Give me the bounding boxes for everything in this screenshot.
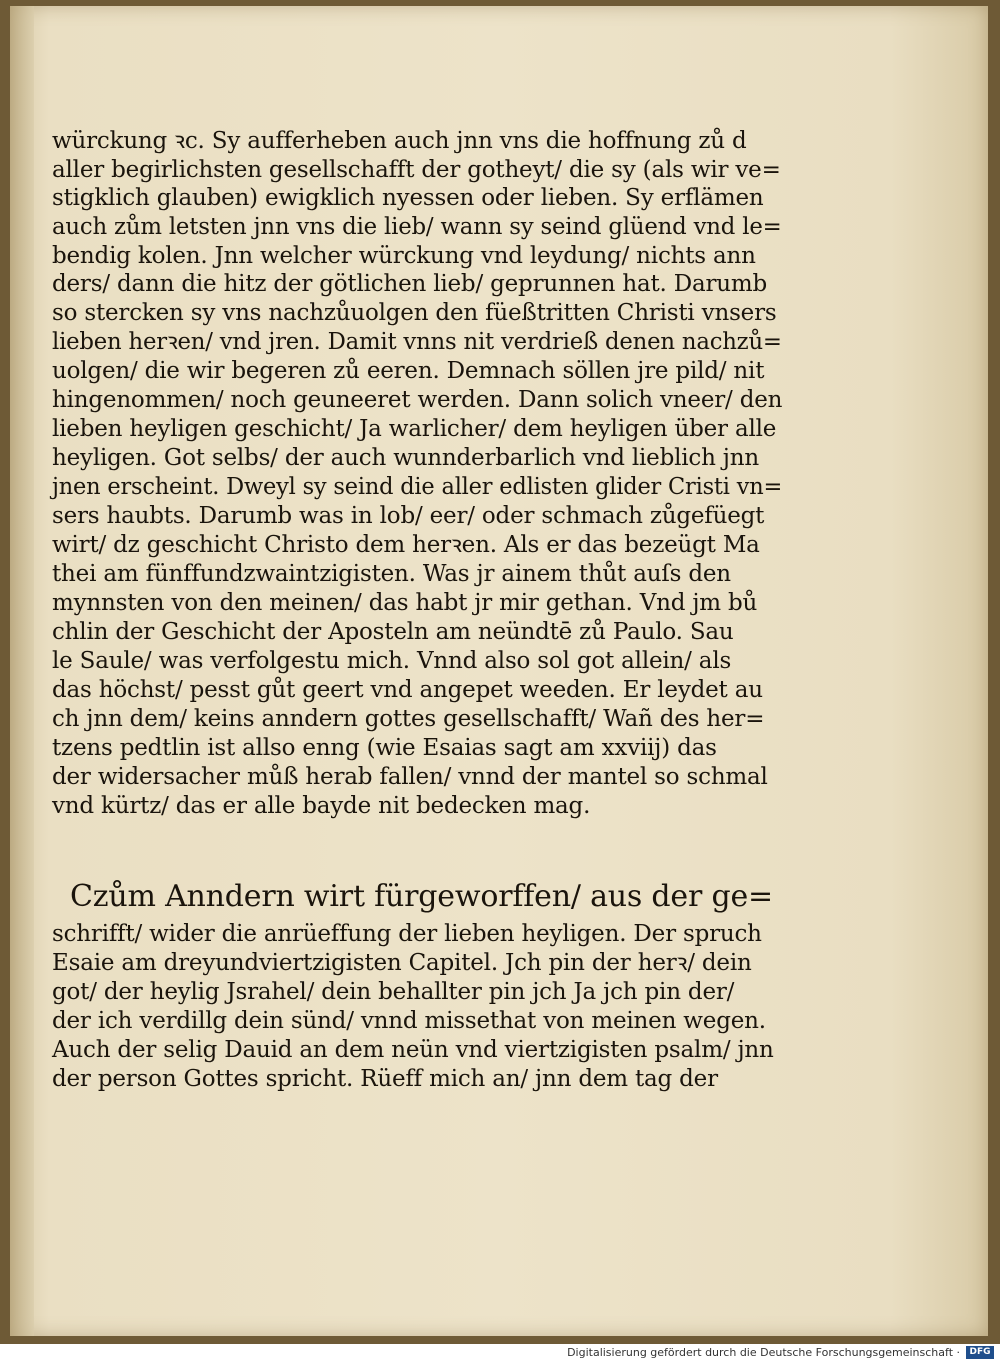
text-line: schrifft/ wider die anrüeffung der lieben heyligen. Der spruch: [52, 921, 762, 947]
text-line: wirt/ dz geschicht Christo dem herꝛen. Als er das bezeügt Ma: [52, 532, 760, 558]
text-line: jnen erscheint. Dweyl sy seind die aller edlisten glider Cristi vn=: [52, 474, 783, 500]
text-line: auch zům letsten jnn vns die lieb/ wann sy seind glüend vnd le=: [52, 214, 782, 240]
text-line: aller begirlichsten gesellschafft der gotheyt/ die sy (als wir ve=: [52, 157, 781, 183]
text-line: der person Gottes spricht. Rüeff mich an/ jnn dem tag der: [52, 1066, 718, 1092]
text-line: das höchst/ pesst gůt geert vnd angepet weeden. Er leydet au: [52, 677, 763, 703]
text-line: tzens pedtlin ist allso enng (wie Esaias sagt am xxviij) das: [52, 735, 717, 761]
text-line: sers haubts. Darumb was in lob/ eer/ oder schmach zůgefüegt: [52, 503, 765, 529]
footer-bar: [0, 1344, 1000, 1362]
text-line: uolgen/ die wir begeren zů eeren. Demnach söllen jre pild/ nit: [52, 358, 765, 384]
text-line: der ich verdillg dein sünd/ vnnd missethat von meinen wegen.: [52, 1008, 766, 1034]
text-line: ch jnn dem/ keins anndern gottes gesellschafft/ Wañ des her=: [52, 706, 765, 732]
text-line: ders/ dann die hitz der götlichen lieb/ geprunnen hat. Darumb: [52, 271, 768, 297]
text-line: Auch der selig Dauid an dem neün vnd viertzigisten psalm/ jnn: [52, 1037, 774, 1063]
text-line: bendig kolen. Jnn welcher würckung vnd leydung/ nichts ann: [52, 243, 756, 269]
text-line: le Saule/ was verfolgestu mich. Vnnd also sol got allein/ als: [52, 648, 732, 674]
text-line: thei am fünffundzwaintzigisten. Was jr ainem thůt auſs den: [52, 561, 731, 587]
text-line: hingenommen/ noch geuneeret werden. Dann solich vneer/ den: [52, 387, 783, 413]
text-line: vnd kürtz/ das er alle bayde nit bedecken mag.: [52, 793, 591, 819]
funding-credit: Digitalisierung gefördert durch die Deutsche Forschungsgemeinschaft ·: [567, 1346, 960, 1359]
text-line: der widersacher můß herab fallen/ vnnd der mantel so schmal: [52, 764, 768, 790]
page-binding-edge: [10, 6, 34, 1336]
text-line: so stercken sy vns nachzůuolgen den füeßtritten Christi vnsers: [52, 300, 777, 326]
text-line: würckung ꝛc. Sy aufferheben auch jnn vns die hoffnung zů d: [52, 128, 747, 154]
text-line: heyligen. Got selbs/ der auch wunnderbarlich vnd lieblich jnn: [52, 445, 759, 471]
text-line: stigklich glauben) ewigklich nyessen oder lieben. Sy erflämen: [52, 185, 764, 211]
dfg-logo-icon: DFG: [966, 1346, 994, 1359]
text-line: got/ der heylig Jsrahel/ dein behallter pin jch Ja jch pin der/: [52, 979, 735, 1005]
text-line: lieben heyligen geschicht/ Ja warlicher/ dem heyligen über alle: [52, 416, 777, 442]
text-line: lieben herꝛen/ vnd jren. Damit vnns nit verdrieß denen nachzů=: [52, 329, 782, 355]
text-line: Esaie am dreyundviertzigisten Capitel. Jch pin der herꝛ/ dein: [52, 950, 752, 976]
section-heading-line: Czům Anndern wirt fürgeworffen/ aus der ge=: [70, 879, 773, 914]
text-line: chlin der Geschicht der Aposteln am neündtē zů Paulo. Sau: [52, 619, 734, 645]
text-line: mynnsten von den meinen/ das habt jr mir gethan. Vnd jm bů: [52, 590, 758, 616]
